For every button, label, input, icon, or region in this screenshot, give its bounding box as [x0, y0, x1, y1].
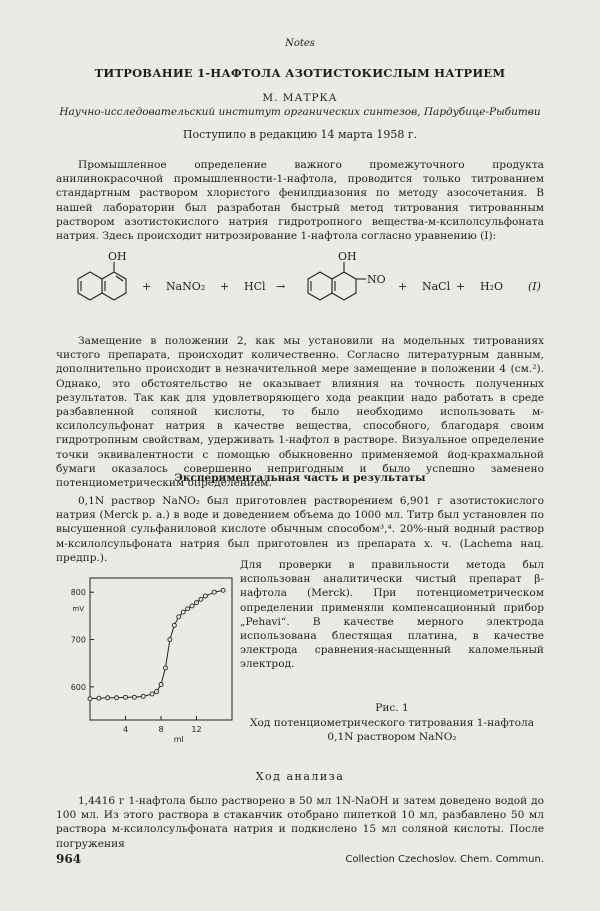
plus-1: +	[142, 280, 152, 293]
y-axis-label: mV	[72, 605, 84, 614]
titration-curve	[90, 590, 223, 698]
article-title: ТИТРОВАНИЕ 1-НАФТОЛА АЗОТИСТОКИСЛЫМ НАТРИЕМ	[94, 66, 506, 80]
data-point	[150, 692, 154, 696]
data-point	[195, 601, 199, 605]
titration-chart	[54, 570, 240, 756]
data-point	[115, 696, 119, 700]
experimental-text: 0,1N раствор NaNO₂ был приготовлен растворением 6,901 г азотистокислого натрия (Merck p. a.) в воде и доведением объема до 1000 мл. Титр был установлен по высушенной сульфаниловой кислоте обычным способом³,⁴. 20%-ный водный раствор м-ксилолсульфоната натрия был приготовлен из препарата х. ч. (Lachema нац. предпр.).	[56, 495, 544, 564]
chemical-equation	[56, 250, 544, 320]
equation-number: (I)	[528, 280, 541, 293]
right-column-text: Для проверки в правильности метода был использован аналитически чистый препарат β-нафтола (Merck). При потенциометрическом определении применяли компенсационный прибор „Pehavi“. В качестве мерного электрода использована блестящая платина, в качестве электрода сравнения-насыщенный каломельный электрод.	[240, 559, 544, 671]
received-date: Поступило в редакцию 14 марта 1958 г.	[182, 128, 418, 141]
data-point	[124, 695, 128, 699]
nano2-label: NaNO₂	[166, 280, 206, 293]
x-axis-label: ml	[173, 735, 184, 744]
experimental-paragraph	[56, 494, 544, 565]
intro-text: Промышленное определение важного промежуточного продукта анилинокрасочной промышленности-1-нафтола, проводится только титрованием стандартным раствором хлористого фенилдиазония по методу азосочетания. В нашей лаборатории был разработан быстрый метод титрования титрованным раствором азотистокислого натрия гидротропного вещества-м-ксилолсульфоната натрия. Здесь происходит нитрозирование 1-нафтола согласно уравнению (I):	[56, 159, 544, 243]
data-point	[221, 588, 225, 592]
data-point	[141, 694, 145, 698]
substitution-paragraph	[56, 334, 544, 490]
journal-name: Collection Czechoslov. Chem. Commun.	[345, 854, 544, 865]
naphthalene-ring-right-a	[332, 272, 356, 300]
data-point	[172, 623, 176, 627]
data-point	[168, 638, 172, 642]
oh-label-left: OH	[108, 250, 127, 263]
y-tick-label: 700	[70, 635, 86, 645]
titration-figure	[54, 570, 240, 756]
oh-label-right: OH	[338, 250, 357, 263]
data-point	[190, 604, 194, 608]
naphthalene-ring-left-b	[78, 272, 102, 300]
data-point	[186, 607, 190, 611]
data-point	[159, 683, 163, 687]
analysis-paragraph	[56, 794, 544, 851]
figure-caption-text: Ход потенциометрического титрования 1-нафтола 0,1N раствором NaNO₂	[249, 717, 535, 743]
running-head: Notes	[285, 38, 315, 49]
data-point	[155, 690, 159, 694]
plus-4: +	[456, 280, 466, 293]
y-tick-label: 800	[70, 588, 86, 598]
experimental-section-title: Экспериментальная часть и результаты	[174, 472, 426, 484]
data-point	[177, 615, 181, 619]
equation-svg	[56, 250, 544, 320]
data-point	[163, 666, 167, 670]
no-label: NO	[367, 273, 386, 286]
data-point	[88, 697, 92, 701]
article-affiliation: Научно-исследовательский институт органических синтезов, Пардубице-Рыбитви	[59, 106, 541, 118]
data-point	[212, 590, 216, 594]
page-number: 964	[56, 852, 82, 866]
data-point	[106, 696, 110, 700]
y-tick-label: 600	[70, 682, 86, 692]
right-column-paragraph	[240, 558, 544, 672]
data-point	[97, 696, 101, 700]
substitution-text: Замещение в положении 2, как мы установили на модельных титрованиях чистого препарата, происходит количественно. Согласно литературным данным, дополнительно происходит в незначительной мере замещение в положении 4 (см.²). Однако, это обстоятельство не оказывает влияния на точность полученных результатов. Так как для удовлетворяющего хода реакции надо работать в среде разбавленной соляной кислоты, то было необходимо использовать м-ксилолсульфонат натрия в качестве вещества, способного, благодаря своим гидротропным свойствам, удерживать 1-нафтол в растворе. Визуальное определение точки эквивалентности с помощью обыкновенно применяемой йод-крахмальной бумаги оказалось совершенно непригодным и было успешно заменено потенциометрическим определением.	[56, 335, 544, 490]
data-point	[132, 695, 136, 699]
x-tick-label: 4	[122, 725, 129, 734]
naphthalene-ring-right-b	[308, 272, 332, 300]
nacl-label: NaCl	[422, 280, 451, 293]
figure-caption-number: Рис. 1	[375, 702, 409, 714]
plus-2: +	[220, 280, 230, 293]
data-point	[181, 610, 185, 614]
x-tick-label: 8	[158, 725, 164, 734]
analysis-text: 1,4416 г 1-нафтола было растворено в 50 мл 1N-NaOH и затем доведено водой до 100 мл. Из этого раствора в стаканчик отобрано пипеткой 10 мл, разбавлено 50 мл раствора м-ксилолсульфоната натрия и подкислено 15 мл соляной кислоты. После погружения	[56, 795, 544, 850]
plus-3: +	[398, 280, 408, 293]
naphthalene-ring-left-a	[102, 272, 126, 300]
intro-paragraph	[56, 158, 544, 243]
analysis-section-title: Ход анализа	[255, 770, 345, 783]
reaction-arrow: →	[276, 280, 286, 293]
data-point	[203, 594, 207, 598]
x-tick-label: 12	[191, 725, 202, 734]
hcl-label: HCl	[244, 280, 266, 293]
data-point	[199, 597, 203, 601]
plot-frame	[90, 578, 232, 720]
article-author: М. МАТРКА	[262, 92, 338, 104]
h2o-label: H₂O	[480, 280, 504, 293]
